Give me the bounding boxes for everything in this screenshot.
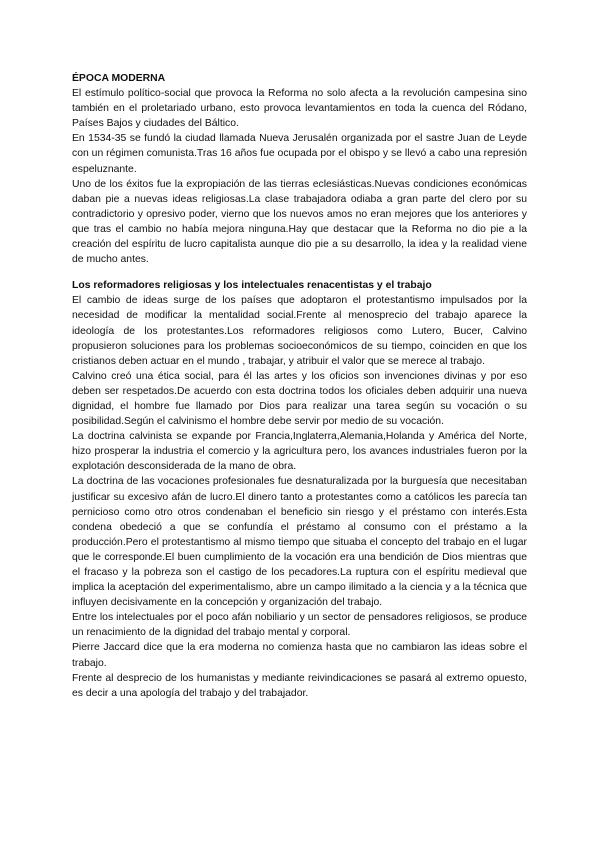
paragraph: La doctrina de las vocaciones profesionales fue desnaturalizada por la burguesía que necesitaban justificar su excesivo afán de lucro.El dinero tanto a protestantes como a católicos les parecía tan pernicioso como otro otros condenaban el beneficio sin riesgo y el préstamo con interés.Esta condena obedeció a que se confundía el préstamo al consumo con el préstamo a la producción.Pero el protestantismo al mismo tiempo que situaba el concepto del trabajo en el lugar que le corresponde.El buen cumplimiento de la vocación era una bendición de Dios mientras que el fracaso y la pobreza son el castigo de los pecadores.La ruptura con el espíritu medieval que implica la aceptación del experimentalismo, abre un campo ilimitado a la ciencia y a la técnica que influyen decisivamente en la concepción y organización del trabajo. [72, 476, 527, 609]
paragraph: La doctrina calvinista se expande por Francia,Inglaterra,Alemania,Holanda y América del Norte, hizo prosperar la industria el comercio y la agricultura pero, los avances industriales fueron por la explotación desconsiderada de la mano de obra. [72, 431, 527, 473]
paragraph: El cambio de ideas surge de los países que adoptaron el protestantismo impulsados por la necesidad de modificar la mentalidad social.Frente al menosprecio del trabajo aparece la ideología de los protestantes.Los reformadores religiosos como Lutero, Bucer, Calvino propusieron soluciones para los problemas socioeconómicos de su tiempo, coinciden en que los cristianos deben actuar en el mundo , trabajar, y atribuir el valor que se merece al trabajo. [72, 295, 527, 367]
paragraph: Pierre Jaccard dice que la era moderna no comienza hasta que no cambiaron las ideas sobre el trabajo. [72, 642, 527, 669]
document-content [72, 71, 527, 701]
paragraph: Entre los intelectuales por el poco afán nobiliario y un sector de pensadores religiosos, se produce un renacimiento de la dignidad del trabajo mental y corporal. [72, 612, 527, 639]
section-spacer [72, 267, 527, 278]
paragraph: Frente al desprecio de los humanistas y mediante reivindicaciones se pasará al extremo opuesto, es decir a una apología del trabajo y del trabajador. [72, 672, 527, 699]
paragraph: Calvino creó una ética social, para él las artes y los oficios son invenciones divinas y por eso deben ser respetados.De acuerdo con esta doctrina todos los oficiales deben adquirir una nueva dignidad, el hombre fue llamado por Dios para realizar una tarea según su vocación o su posibilidad.Según el calvinismo el hombre debe servir por medio de su vocación. [72, 370, 527, 428]
paragraph: En 1534-35 se fundó la ciudad llamada Nueva Jerusalén organizada por el sastre Juan de Leyde con un régimen comunista.Tras 16 años fue ocupada por el obispo y se llevó a cabo una represión espeluznante. [72, 133, 527, 175]
paragraph: El estímulo político-social que provoca la Reforma no solo afecta a la revolución campesina sino también en el proletariado urbano, esto provoca levantamientos en toda la cuenca del Ródano, Países Bajos y ciudades del Báltico. [72, 88, 527, 130]
section-title-epoca-moderna: ÉPOCA MODERNA [72, 73, 166, 84]
paragraph: Uno de los éxitos fue la expropiación de las tierras eclesiásticas.Nuevas condiciones económicas daban pie a nuevas ideas religiosas.La clase trabajadora odiaba a gran parte del clero por su contradictorio y opresivo poder, vierno que los nuevos amos no eran mejores que los anteriores y que tras el cambio no había mejora ninguna.Hay que destacar que la Reforma no dio pie a la creación del espíritu de lucro capitalista aunque dio pie a su desarrollo, la idea y la realidad viene de mucho antes. [72, 178, 527, 266]
section-title-reformadores: Los reformadores religiosas y los intelectuales renacentistas y el trabajo [72, 280, 432, 292]
